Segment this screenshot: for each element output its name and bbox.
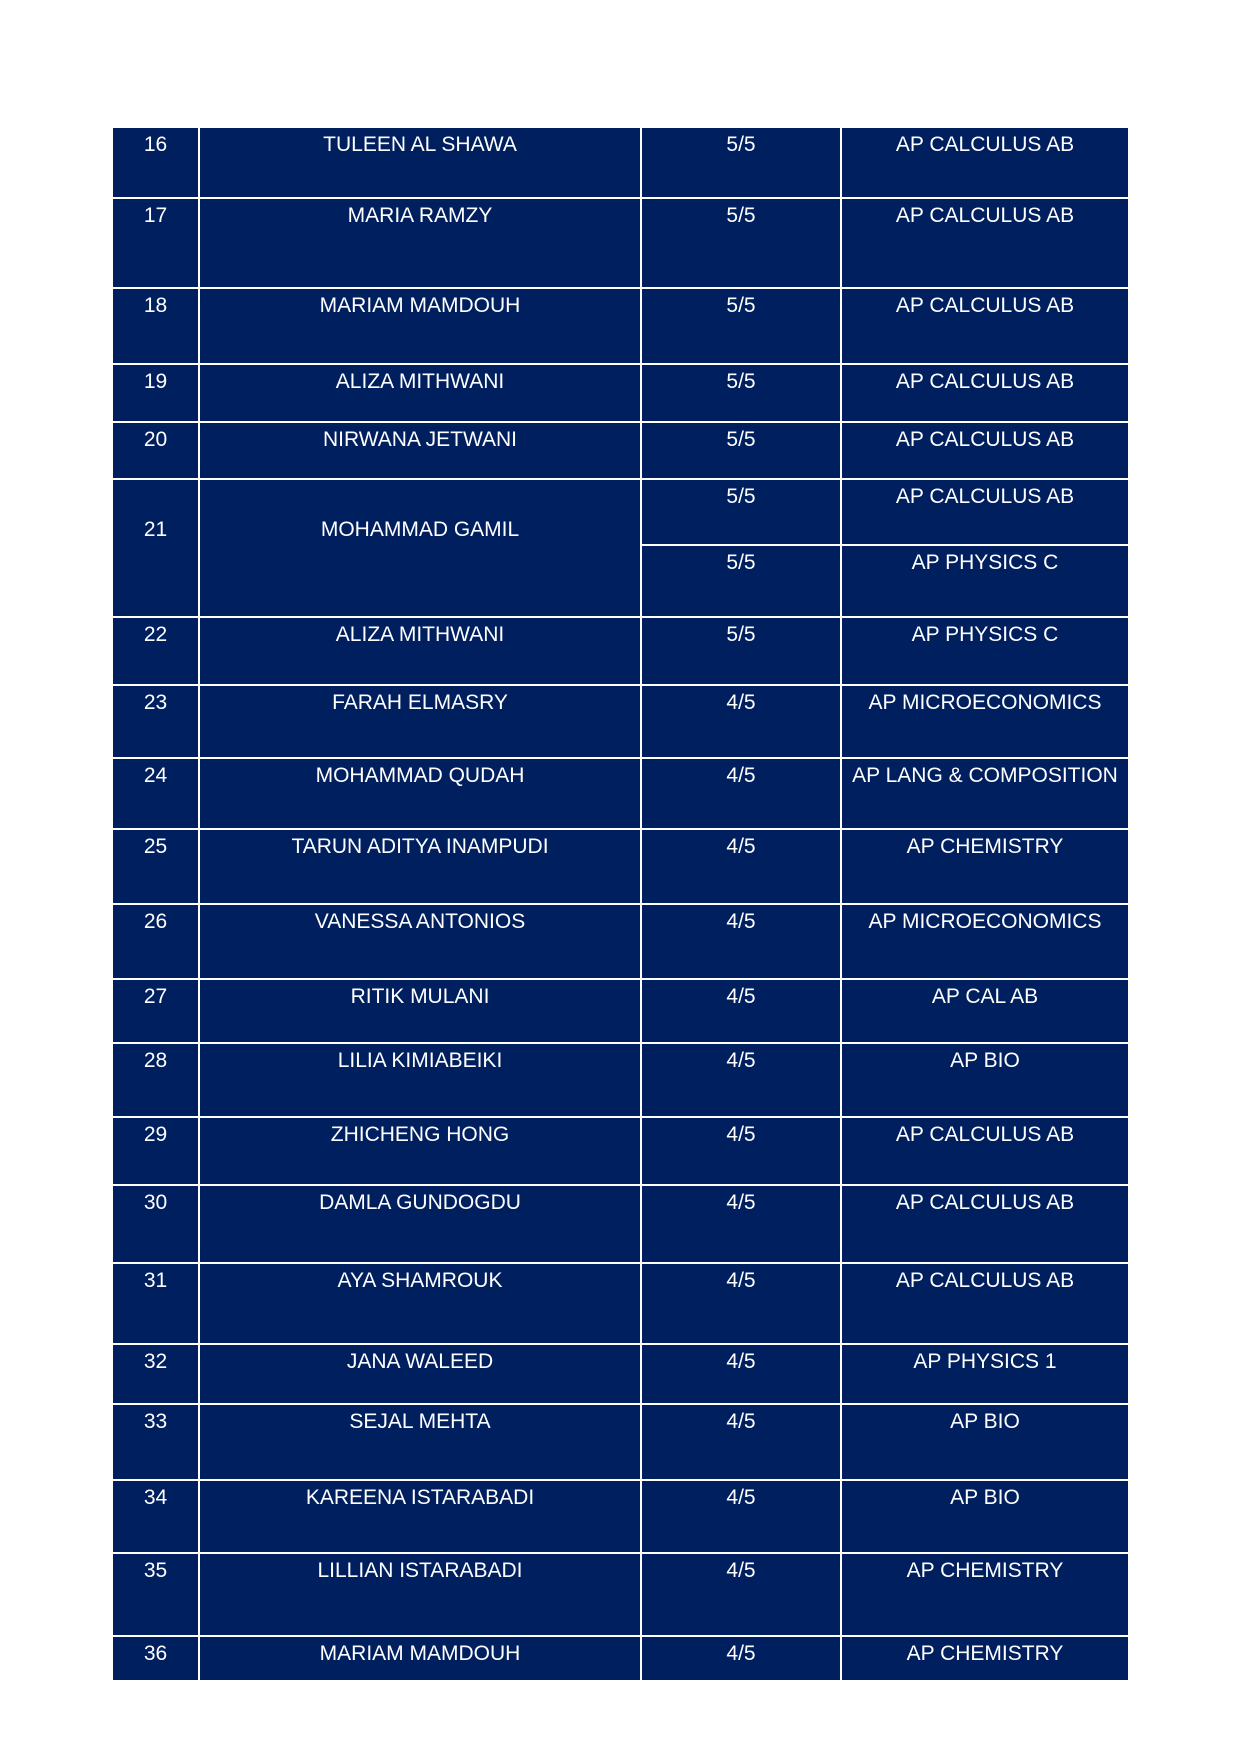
score: 4/5: [641, 1636, 841, 1681]
score: 5/5: [641, 288, 841, 364]
student-name: RITIK MULANI: [199, 979, 641, 1043]
subject: AP CALCULUS AB: [841, 1117, 1129, 1185]
row-number: 23: [112, 685, 199, 758]
student-name: NIRWANA JETWANI: [199, 422, 641, 479]
score: 4/5: [641, 1263, 841, 1344]
score: 5/5: [641, 198, 841, 288]
student-name: MOHAMMAD GAMIL: [199, 479, 641, 617]
subject: AP BIO: [841, 1404, 1129, 1480]
row-number: 33: [112, 1404, 199, 1480]
student-name: MARIAM MAMDOUH: [199, 1636, 641, 1681]
score: 5/5: [641, 617, 841, 685]
row-number: 28: [112, 1043, 199, 1117]
score: 4/5: [641, 1553, 841, 1636]
score: 4/5: [641, 1117, 841, 1185]
student-name: ZHICHENG HONG: [199, 1117, 641, 1185]
subject: AP BIO: [841, 1480, 1129, 1553]
subject: AP BIO: [841, 1043, 1129, 1117]
row-number: 16: [112, 127, 199, 198]
table-row: [112, 829, 1129, 904]
row-number: 17: [112, 198, 199, 288]
score: 4/5: [641, 904, 841, 979]
subject: AP MICROECONOMICS: [841, 685, 1129, 758]
subject: AP CALCULUS AB: [841, 479, 1129, 545]
score: 4/5: [641, 979, 841, 1043]
student-name: KAREENA ISTARABADI: [199, 1480, 641, 1553]
table-row: [112, 1344, 1129, 1404]
score: 4/5: [641, 1404, 841, 1480]
subject: AP CALCULUS AB: [841, 1263, 1129, 1344]
subject: AP PHYSICS C: [841, 545, 1129, 617]
table-row: [112, 1185, 1129, 1263]
student-name: MOHAMMAD QUDAH: [199, 758, 641, 829]
results-table: [111, 126, 1130, 1682]
subject: AP CALCULUS AB: [841, 198, 1129, 288]
subject: AP MICROECONOMICS: [841, 904, 1129, 979]
subject: AP CHEMISTRY: [841, 1553, 1129, 1636]
table-row: [112, 479, 1129, 545]
student-name: JANA WALEED: [199, 1344, 641, 1404]
student-name: SEJAL MEHTA: [199, 1404, 641, 1480]
table-row: [112, 979, 1129, 1043]
row-number: 25: [112, 829, 199, 904]
student-name: AYA SHAMROUK: [199, 1263, 641, 1344]
student-name: VANESSA ANTONIOS: [199, 904, 641, 979]
subject: AP CALCULUS AB: [841, 364, 1129, 422]
row-number: 31: [112, 1263, 199, 1344]
table-row: [112, 364, 1129, 422]
student-name: LILIA KIMIABEIKI: [199, 1043, 641, 1117]
row-number: 30: [112, 1185, 199, 1263]
row-number: 26: [112, 904, 199, 979]
score: 5/5: [641, 479, 841, 545]
student-name: MARIA RAMZY: [199, 198, 641, 288]
student-name: FARAH ELMASRY: [199, 685, 641, 758]
table-row: [112, 1043, 1129, 1117]
row-number: 35: [112, 1553, 199, 1636]
table-row: [112, 617, 1129, 685]
subject: AP LANG & COMPOSITION: [841, 758, 1129, 829]
table-row: [112, 1263, 1129, 1344]
score: 4/5: [641, 829, 841, 904]
subject: AP PHYSICS 1: [841, 1344, 1129, 1404]
row-number: 24: [112, 758, 199, 829]
subject: AP CALCULUS AB: [841, 422, 1129, 479]
row-number: 32: [112, 1344, 199, 1404]
student-name: ALIZA MITHWANI: [199, 364, 641, 422]
score: 5/5: [641, 127, 841, 198]
student-name: TARUN ADITYA INAMPUDI: [199, 829, 641, 904]
table-row: [112, 685, 1129, 758]
row-number: 27: [112, 979, 199, 1043]
row-number: 21: [112, 479, 199, 617]
table-row: [112, 288, 1129, 364]
subject: AP CHEMISTRY: [841, 829, 1129, 904]
student-name: LILLIAN ISTARABADI: [199, 1553, 641, 1636]
score: 4/5: [641, 685, 841, 758]
table-row: [112, 422, 1129, 479]
student-name: ALIZA MITHWANI: [199, 617, 641, 685]
subject: AP CALCULUS AB: [841, 288, 1129, 364]
score: 5/5: [641, 422, 841, 479]
subject: AP PHYSICS C: [841, 617, 1129, 685]
score: 5/5: [641, 545, 841, 617]
score: 5/5: [641, 364, 841, 422]
table-row: [112, 127, 1129, 198]
table-row: [112, 1404, 1129, 1480]
row-number: 36: [112, 1636, 199, 1681]
table-row: [112, 1480, 1129, 1553]
student-name: DAMLA GUNDOGDU: [199, 1185, 641, 1263]
score: 4/5: [641, 758, 841, 829]
row-number: 29: [112, 1117, 199, 1185]
row-number: 18: [112, 288, 199, 364]
score: 4/5: [641, 1185, 841, 1263]
score: 4/5: [641, 1344, 841, 1404]
subject: AP CAL AB: [841, 979, 1129, 1043]
subject: AP CALCULUS AB: [841, 127, 1129, 198]
student-name: MARIAM MAMDOUH: [199, 288, 641, 364]
row-number: 34: [112, 1480, 199, 1553]
table-row: [112, 1117, 1129, 1185]
table-row: [112, 758, 1129, 829]
subject: AP CHEMISTRY: [841, 1636, 1129, 1681]
score: 4/5: [641, 1480, 841, 1553]
row-number: 19: [112, 364, 199, 422]
table-row: [112, 1636, 1129, 1681]
subject: AP CALCULUS AB: [841, 1185, 1129, 1263]
row-number: 22: [112, 617, 199, 685]
table-row: [112, 1553, 1129, 1636]
table-row: [112, 904, 1129, 979]
student-name: TULEEN AL SHAWA: [199, 127, 641, 198]
table-row: [112, 198, 1129, 288]
score: 4/5: [641, 1043, 841, 1117]
row-number: 20: [112, 422, 199, 479]
